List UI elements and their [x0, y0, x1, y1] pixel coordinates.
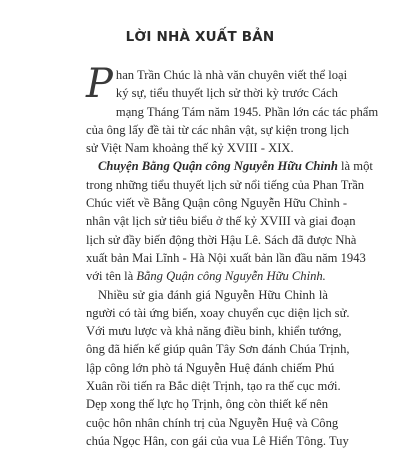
text-line: Với mưu lược và khả năng điều binh, khiển tướng,	[86, 324, 342, 339]
text-line: Chúc viết về Bằng Quận công Nguyễn Hữu Chỉnh -	[86, 196, 348, 211]
paragraph-3	[86, 286, 350, 450]
text-line: lịch sử đầy biến động thời Hậu Lê. Sách đã được Nhà	[86, 232, 357, 247]
text-line	[86, 157, 373, 175]
text-line: sử Việt Nam khoảng thế kỷ XVIII - XIX.	[86, 141, 294, 156]
text-line: cuộc hôn nhân chính trị của Nguyễn Huệ và Công	[86, 415, 339, 430]
text-fragment: là một	[337, 159, 373, 174]
body-text	[86, 61, 379, 450]
drop-cap-letter: P	[86, 61, 113, 107]
text-line	[86, 267, 328, 285]
book-title-bold: Chuyện Bằng Quận công Nguyễn Hữu Chỉnh	[98, 159, 338, 174]
text-line: Dẹp xong thế lực họ Trịnh, ông còn thiết kế nên	[86, 397, 328, 412]
text-line: han Trần Chúc là nhà văn chuyên viết thể loại	[115, 68, 348, 82]
text-line: nhân vật lịch sử tiêu biểu ở thế kỷ XVIII và giai đoạn	[86, 214, 356, 229]
text-line: người có tài ứng biến, xoay chuyển cục diện lịch sử.	[86, 305, 350, 320]
text-line: Nhiều sử gia đánh giá Nguyễn Hữu Chỉnh là	[98, 287, 328, 302]
paragraph-1	[86, 61, 379, 157]
text-line: của ông lấy đề tài từ các nhân vật, sự kiện trong lịch	[86, 122, 349, 137]
text-line: mạng Tháng Tám năm 1945. Phần lớn các tác phẩm	[115, 104, 379, 119]
text-line: chúa Ngọc Hân, con gái của vua Lê Hiển Tông. Tuy	[86, 433, 349, 448]
text-line: trong những tiểu thuyết lịch sử nổi tiếng của Phan Trần	[86, 177, 365, 192]
text-fragment: với tên là	[86, 269, 137, 284]
text-line: lập công lớn phò tá Nguyễn Huệ đánh chiếm Phú	[86, 360, 335, 375]
text-line: ông đã hiến kế giúp quân Tây Sơn đánh Chúa Trịnh,	[86, 342, 350, 357]
book-title-italic: Bằng Quận công Nguyễn Hữu Chỉnh.	[136, 269, 326, 284]
text-line: ký sự, tiểu thuyết lịch sử thời kỳ trước Cách	[115, 86, 338, 101]
page-title: LỜI NHÀ XUẤT BẢN	[125, 29, 275, 45]
paragraph-2	[86, 157, 373, 285]
text-line: xuất bản Mai Lĩnh - Hà Nội xuất bản lần đầu năm 1943	[86, 250, 366, 265]
text-line: Xuân rồi tiến ra Bắc diệt Trịnh, tạo ra thế cục mới.	[86, 379, 341, 394]
